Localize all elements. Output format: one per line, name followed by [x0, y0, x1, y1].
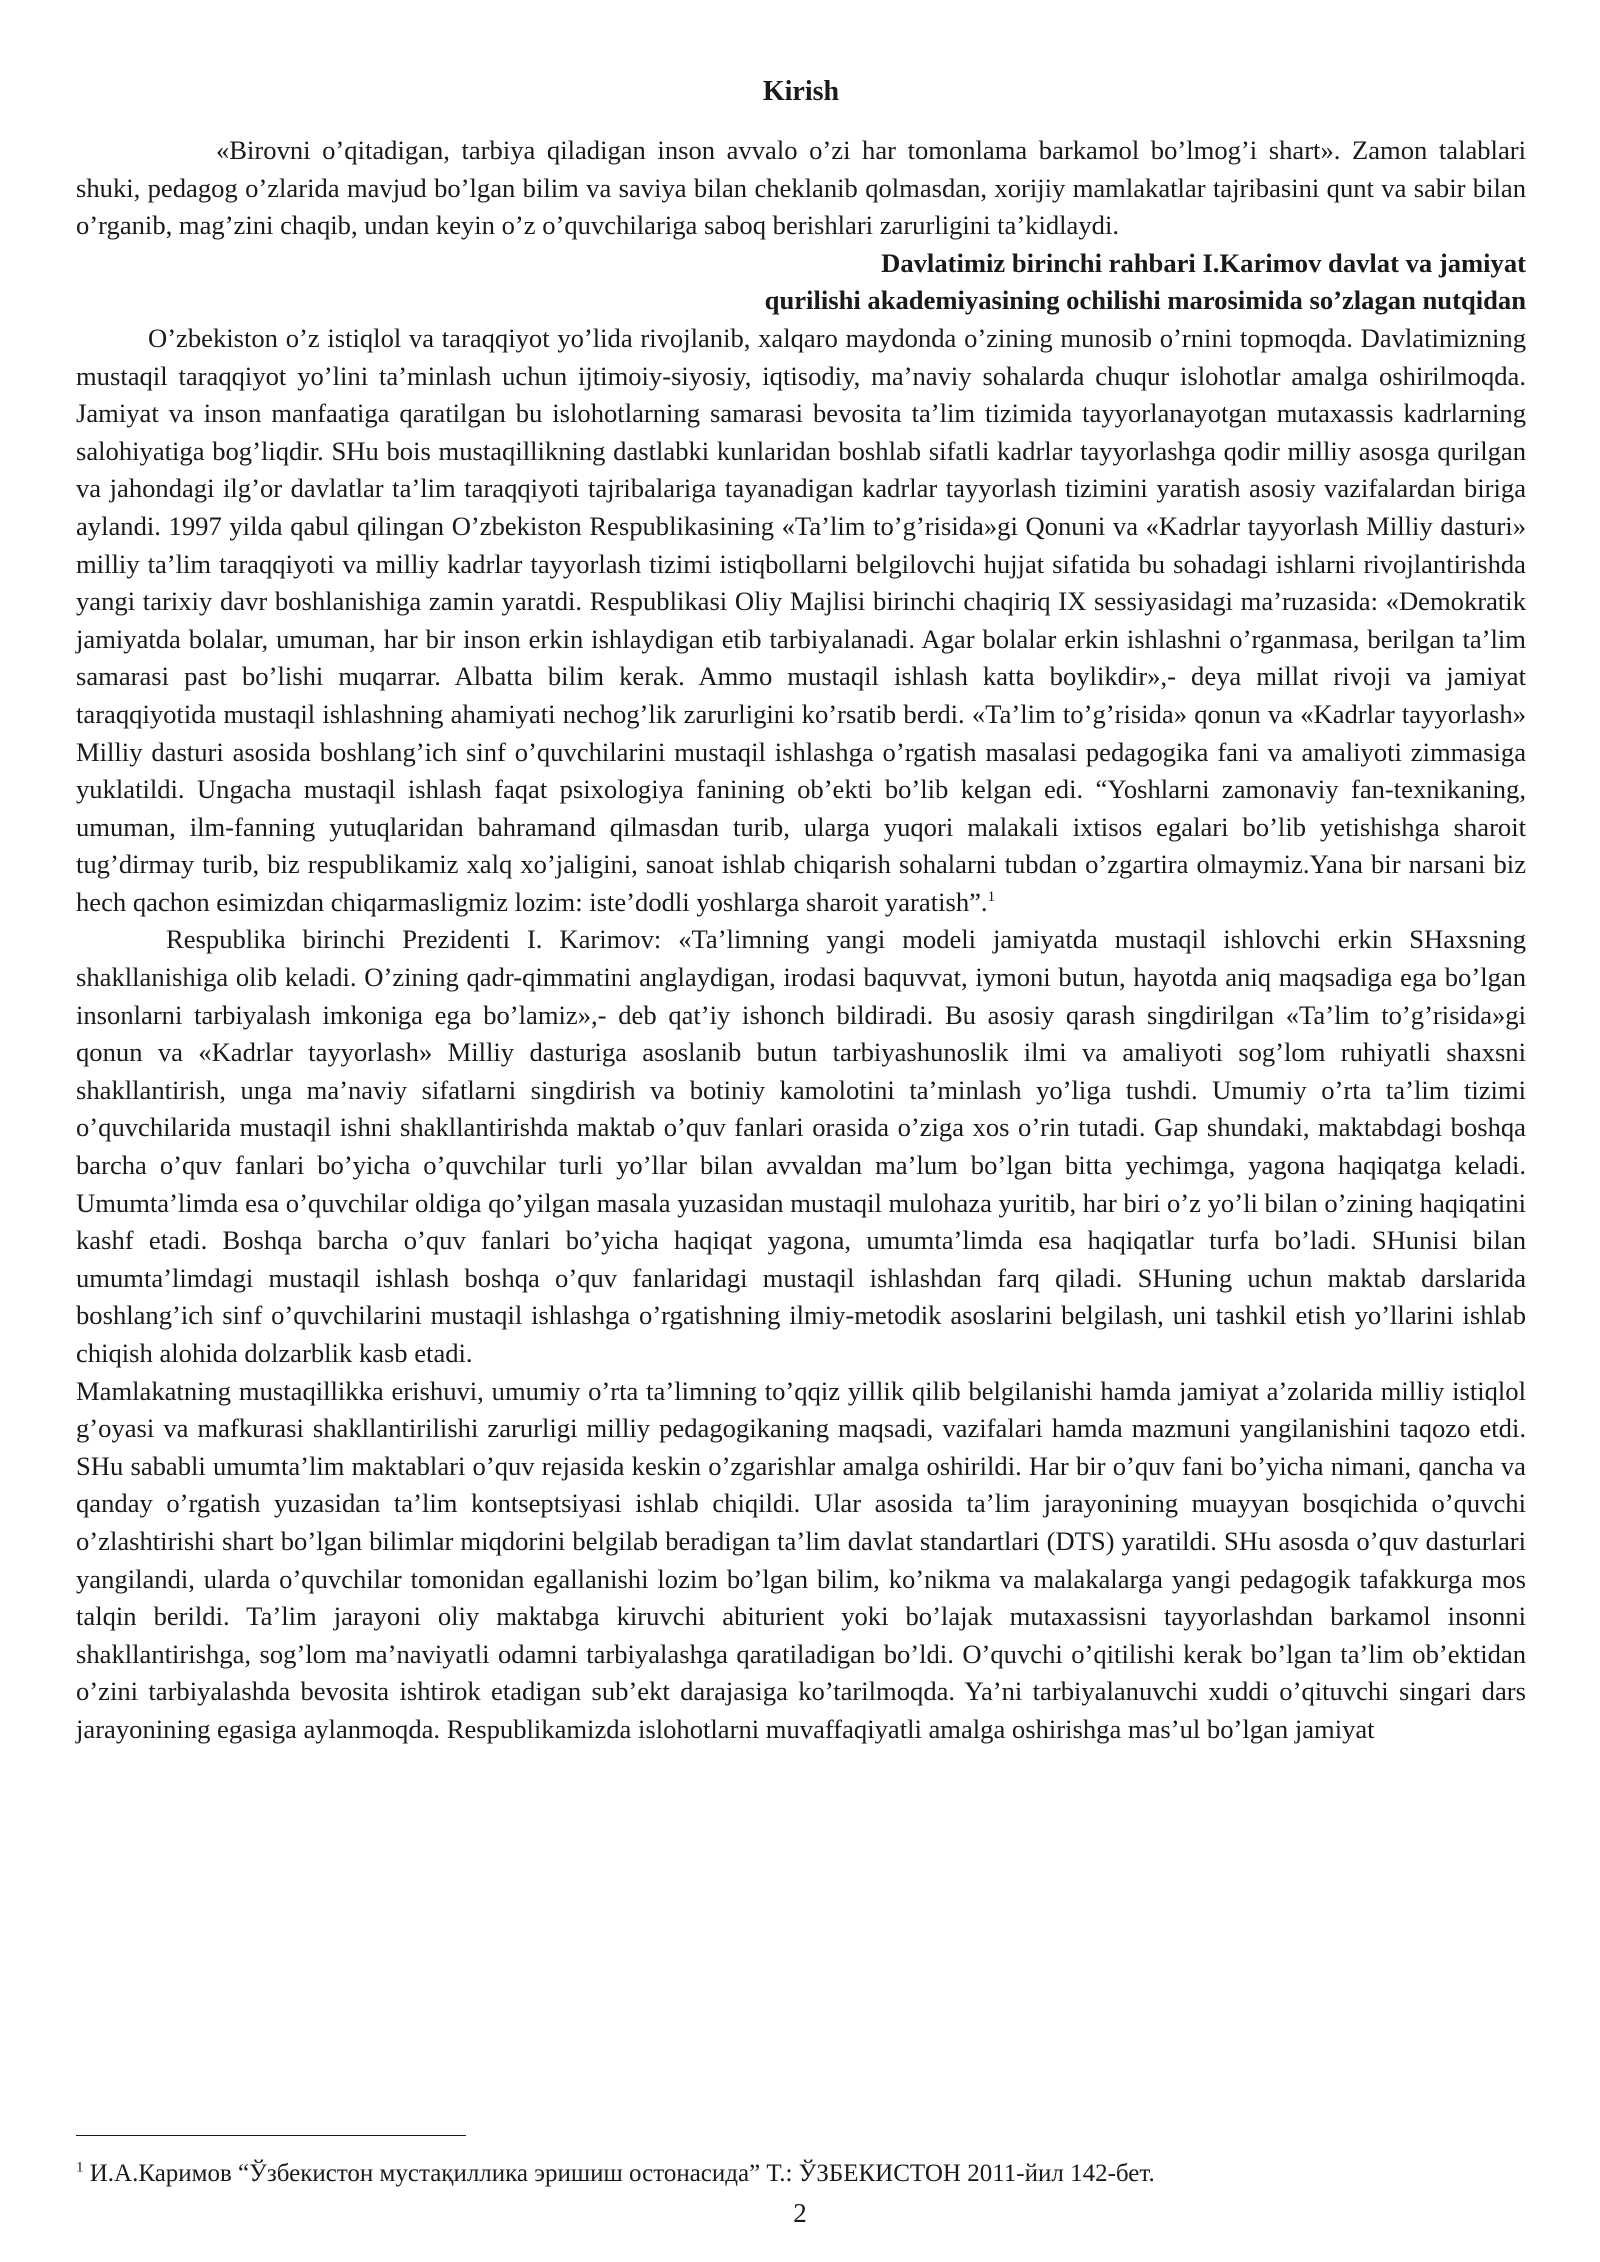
attribution-line-2: qurilishi akademiyasining ochilishi marosimida so’zlagan nutqidan [764, 285, 1526, 316]
footnote-reference[interactable]: 1 [987, 889, 996, 906]
epigraph-attribution [76, 245, 1526, 320]
paragraph-1 [76, 320, 1526, 922]
page-content [76, 72, 1526, 1749]
epigraph: «Birovni o’qitadigan, tarbiya qiladigan inson avvalo o’zi har tomonlama barkamol bo’lmog’i shart». Zamon talablari shuki, pedagog o’zlarida mavjud bo’lgan bilim va saviya bilan cheklanib qolmasdan, xorijiy mamlakatlar tajribasini qunt va sabir bilan o’rganib, mag’zini chaqib, undan keyin o’z o’quvchilariga saboq berishlari zarurligini ta’kidlaydi. [76, 135, 1526, 241]
page-title: Kirish [762, 76, 840, 107]
paragraph-1-text: O’zbekiston o’z istiqlol va taraqqiyot yo’lida rivojlanib, xalqaro maydonda o’zining munosib o’rnini topmoqda. Davlatimizning mustaqil taraqqiyot yo’lini ta’minlash uchun ijtimoiy-siyosiy, iqtisodiy, ma’naviy sohalarda chuqur islohotlar amalga oshirilmoqda. Jamiyat va inson manfaatiga qaratilgan bu islohotlarning samarasi bevosita ta’lim tizimida tayyorlanayotgan mutaxassis kadrlarning salohiyatiga bog’liqdir. SHu bois mustaqillikning dastlabki kunlaridan boshlab sifatli kadrlar tayyorlashga qodir milliy asosga qurilgan va jahondagi ilg’or davlatlar ta’lim taraqqiyoti tajribalariga tayanadigan kadrlar tayyorlash tizimini yaratish asosiy vazifalardan biriga aylandi. 1997 yilda qabul qilingan O’zbekiston Respublikasining «Ta’lim to’g’risida»gi Qonuni va «Kadrlar tayyorlash Milliy dasturi» milliy ta’lim taraqqiyoti va milliy kadrlar tayyorlash tizimi istiqbollarni belgilovchi hujjat sifatida bu sohadagi ishlarni rivojlantirishda yangi tarixiy davr boshlanishiga zamin yaratdi. Respublikasi Oliy Majlisi birinchi chaqiriq IX sessiyasidagi ma’ruzasida: «Demokratik jamiyatda bolalar, umuman, har bir inson erkin ishlaydigan etib tarbiyalanadi. Agar bolalar erkin ishlashni o’rganmasa, berilgan ta’lim samarasi past bo’lishi muqarrar. Albatta bilim kerak. Ammo mustaqil ishlash katta boylikdir»,- deya millat rivoji va jamiyat taraqqiyotida mustaqil ishlashning ahamiyati nechog’lik zarurligini ko’rsatib berdi. «Ta’lim to’g’risida» qonun va «Kadrlar tayyorlash» Milliy dasturi asosida boshlang’ich sinf o’quvchilarini mustaqil ishlashga o’rgatish masalasi pedagogika fani va amaliyoti zimmasiga yuklatildi. Ungacha mustaqil ishlash faqat psixologiya fanining ob’ekti bo’lib kelgan edi. “Yoshlarni zamonaviy fan-texnikaning, umuman, ilm-fanning yutuqlaridan bahramand qilmasdan turib, ularga yuqori malakali ixtisos egalari bo’lib yetishishga sharoit tug’dirmay turib, biz respublikamiz xalq xo’jaligini, sanoat ishlab chiqarish sohalarni tubdan o’zgartira olmaymiz.Yana bir narsani biz hech qachon esimizdan chiqarmasligmiz lozim: iste’dodli yoshlarga sharoit yaratish”. [76, 322, 1526, 917]
page-number: 2 [793, 2198, 807, 2228]
footnote-text: И.А.Каримов “Ўзбекистон мустақиллика эришиш остонасида” Т.: ЎЗБЕКИСТОН 2011-йил 142-бет. [83, 2160, 1155, 2187]
footnote-separator [76, 2135, 466, 2136]
footnote [76, 2158, 1526, 2190]
paragraph-2: Respublika birinchi Prezidenti I. Karimov: «Ta’limning yangi modeli jamiyatda mustaqil ishlovchi erkin SHaxsning shakllanishiga olib keladi. O’zining qadr-qimmatini anglaydigan, irodasi baquvvat, iymoni butun, hayotda aniq maqsadiga ega bo’lgan insonlarni tarbiyalash imkoniga ega bo’lamiz»,- deb qat’iy ishonch bildiradi. Bu asosiy qarash singdirilgan «Ta’lim to’g’risida»gi qonun va «Kadrlar tayyorlash» Milliy dasturiga asoslanib butun tarbiyashunoslik ilmi va amaliyoti sog’lom ruhiyatli shaxsni shakllantirish, unga ma’naviy sifatlarni singdirish va botiniy kamolotini ta’minlash yo’liga tushdi. Umumiy o’rta ta’lim tizimi o’quvchilarida mustaqil ishni shakllantirishda maktab o’quv fanlari orasida o’ziga xos o’rin tutadi. Gap shundaki, maktabdagi boshqa barcha o’quv fanlari bo’yicha o’quvchilar turli yo’llar bilan avvaldan ma’lum bo’lgan bitta yechimga, yagona haqiqatga keladi. Umumta’limda esa o’quvchilar oldiga qo’yilgan masala yuzasidan mustaqil mulohaza yuritib, har biri o’z yo’li bilan o’zining haqiqatini kashf etadi. Boshqa barcha o’quv fanlari bo’yicha haqiqat yagona, umumta’limda esa haqiqatlar turfa bo’ladi. SHunisi bilan umumta’limdagi mustaqil ishlash boshqa o’quv fanlaridagi mustaqil ishlashdan farq qiladi. SHuning uchun maktab darslarida boshlang’ich sinf o’quvchilarini mustaqil ishlashga o’rgatishning ilmiy-metodik asoslarini belgilash, uni tashkil etish yo’llarini ishlab chiqish alohida dolzarblik kasb etadi. [76, 924, 1526, 1368]
paragraph-3: Mamlakatning mustaqillikka erishuvi, umumiy o’rta ta’limning to’qqiz yillik qilib belgilanishi hamda jamiyat a’zolarida milliy istiqlol g’oyasi va mafkurasi shakllantirilishi zarurligi milliy pedagogikaning maqsadi, vazifalari hamda mazmuni yangilanishini taqozo etdi. SHu sababli umumta’lim maktablari o’quv rejasida keskin o’zgarishlar amalga oshirildi. Har bir o’quv fani bo’yicha nimani, qancha va qanday o’rgatish yuzasidan ta’lim kontseptsiyasi ishlab chiqildi. Ular asosida ta’lim jarayonining muayyan bosqichida o’quvchi o’zlashtirishi shart bo’lgan bilimlar miqdorini belgilab beradigan ta’lim davlat standartlari (DTS) yaratildi. SHu asosda o’quv dasturlari yangilandi, ularda o’quvchilar tomonidan egallanishi lozim bo’lgan bilim, ko’nikma va malakalarga yangi pedagogik tafakkurga mos talqin berildi. Ta’lim jarayoni oliy maktabga kiruvchi abiturient yoki bo’lajak mutaxassisni tayyorlashdan barkamol insonni shakllantirishga, sog’lom ma’naviyatli odamni tarbiyalashga qaratiladigan bo’ldi. O’quvchi o’qitilishi kerak bo’lgan ta’lim ob’ektidan o’zini tarbiyalashda bevosita ishtirok etadigan sub’ekt darajasiga ko’tarilmoqda. Ya’ni tarbiyalanuvchi xuddi o’qituvchi singari dars jarayonining egasiga aylanmoqda. Respublikamizda islohotlarni muvaffaqiyatli amalga oshirishga mas’ul bo’lgan jamiyat [76, 1375, 1526, 1744]
footnote-marker: 1 [76, 2159, 84, 2176]
attribution-line-1: Davlatimiz birinchi rahbari I.Karimov davlat va jamiyat [881, 247, 1526, 278]
